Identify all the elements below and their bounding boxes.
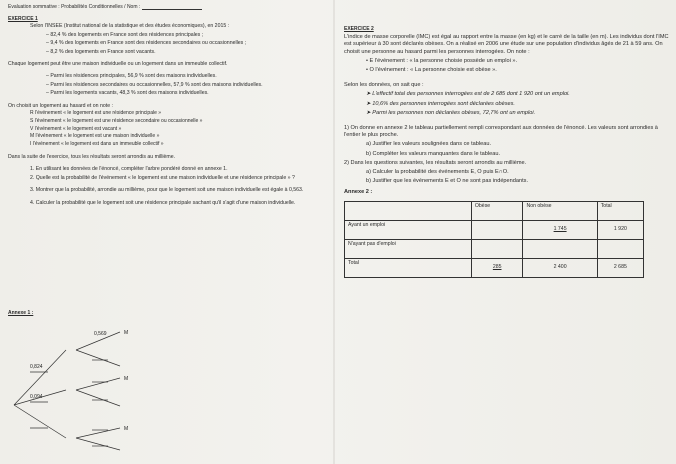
ex2-event: • E l'événement : « la personne choisie possède un emploi ». <box>366 57 518 64</box>
tree-branch <box>14 405 66 438</box>
ex1-question-3: 3. Montrer que la probabilité, arrondie au millième, pour que le logement soit une maison individuelle est égale à 0,563. <box>30 187 304 194</box>
page-fold <box>333 0 335 464</box>
table-row <box>345 258 644 277</box>
table-cell <box>471 239 523 258</box>
ex2-event: • O l'événement : « La personne choisie est obèse ». <box>366 67 497 74</box>
ex1-question-2: 2. Quelle est la probabilité de l'événement « le logement est une maison individuelle et une résidence principale » ? <box>30 174 295 181</box>
ex2-data: ➤ L'effectif total des personnes interrogées est de 2 685 dont 1 920 ont un emploi. <box>366 91 570 98</box>
tree-branch <box>76 350 120 366</box>
table-cell: 1 920 <box>597 220 643 239</box>
table-cell: N'ayant pas d'emploi <box>345 239 472 258</box>
tree-value: 0,569 <box>94 331 107 337</box>
ex2-data: ➤ 10,6% des personnes interrogées sont déclarées obèses. <box>366 100 515 107</box>
ex2-data: ➤ Parmi les personnes non déclarées obèses, 72,7% ont un emploi. <box>366 109 536 116</box>
tree-leaf: M <box>124 330 129 336</box>
exercise-1-title: EXERCICE 1 <box>8 16 38 22</box>
tree-leaf: M <box>124 376 129 382</box>
exercise-1 <box>8 14 326 208</box>
ex1-stat: – 82,4 % des logements en France sont des résidences principales ; <box>46 31 204 38</box>
tree-branch <box>76 378 120 390</box>
table-header-row <box>345 201 644 220</box>
ex1-event: M l'événement « le logement est une maison individuelle » <box>30 133 160 140</box>
table-cell: 285 <box>471 258 523 277</box>
table-cell: 1 745 <box>523 220 597 239</box>
table-header: Non obèse <box>523 201 597 220</box>
table-cell: 2 685 <box>597 258 643 277</box>
table-cell: 2 400 <box>523 258 597 277</box>
annex-1-tree <box>8 310 188 460</box>
table-cell <box>523 239 597 258</box>
header <box>8 4 326 10</box>
tree-branch <box>76 428 120 438</box>
table-header <box>345 201 472 220</box>
ex2-question-1a: a) Justifier les valeurs soulignées dans ce tableau. <box>366 141 491 148</box>
tree-branch <box>76 390 120 406</box>
tree-branch <box>76 438 120 450</box>
ex2-question-1: 1) On donne en annexe 2 le tableau partiellement rempli correspondant aux données de l'énoncé. Les valeurs sont arrondies à l'entier le plus proche. <box>344 125 658 139</box>
exercise-2 <box>344 24 670 278</box>
ex1-fact: – Parmi les résidences secondaires ou occasionnelles, 57,9 % sont des maisons individuelles. <box>46 81 263 88</box>
ex1-rounding: Dans la suite de l'exercice, tous les résultats seront arrondis au millième. <box>8 154 176 161</box>
table-header: Total <box>597 201 643 220</box>
ex2-question-2: 2) Dans les questions suivantes, les résultats seront arrondis au millième. <box>344 159 527 166</box>
ex2-question-2b: b) Justifier que les événements E et O ne sont pas indépendants. <box>366 178 529 185</box>
table-header: Obèse <box>471 201 523 220</box>
ex1-question-4: 4. Calculer la probabilité que le logement soit une résidence principale sachant qu'il s'agit d'une maison individuelle. <box>30 199 296 206</box>
table-cell <box>597 239 643 258</box>
ex1-question-1: 1. En utilisant les données de l'énoncé, compléter l'arbre pondéré donné en annexe 1. <box>30 166 228 173</box>
table-row <box>345 239 644 258</box>
ex1-stat: – 9,4 % des logements en France sont des résidences secondaires ou occasionnelles ; <box>46 40 247 47</box>
ex1-event: R l'événement « le logement est une résidence principale » <box>30 110 162 117</box>
contingency-table <box>344 201 644 278</box>
ex1-random: On choisit un logement au hasard et on note : <box>8 102 113 109</box>
ex1-choice: Chaque logement peut être une maison individuelle ou un logement dans un immeuble collectif. <box>8 61 228 68</box>
name-line <box>142 9 202 10</box>
exercise-2-title: EXERCICE 2 <box>344 26 374 32</box>
ex2-question-2a: a) Calculer la probabilité des événements E, O puis E∩O. <box>366 169 509 176</box>
table-cell <box>471 220 523 239</box>
annex-1-title: Annexe 1 : <box>8 310 34 316</box>
ex2-intro: L'indice de masse corporelle (IMC) est égal au rapport entre la masse (en kg) et le carré de la taille (en m). Les individus dont l'IMC est supérieur à 30 sont déclarés obèses. On a réalisé en 2006 une étude sur une population d'individus âgés de 21 à 59 ans. On choisit une personne au hasard parmi les personnes interrogées. On note : <box>344 34 669 55</box>
table-cell: Ayant un emploi <box>345 220 472 239</box>
probability-tree <box>8 310 188 460</box>
tree-value: 0,094 <box>30 394 43 400</box>
ex1-fact: – Parmi les résidences principales, 56,9 % sont des maisons individuelles. <box>46 73 217 80</box>
ex2-data-intro: Selon les données, on sait que : <box>344 82 424 89</box>
ex1-event: S l'événement « le logement est une résidence secondaire ou occasionnelle » <box>30 117 203 124</box>
header-title: Evaluation sommative : Probabilités Conditionnelles / Nom : <box>8 4 141 10</box>
annex-2-title: Annexe 2 : <box>344 189 373 196</box>
ex1-stat: – 8,2 % des logements en France sont vacants. <box>46 48 156 55</box>
ex1-event: I l'événement « le logement est dans un immeuble collectif » <box>30 141 164 148</box>
table-row <box>345 220 644 239</box>
ex2-question-1b: b) Compléter les valeurs manquantes dans le tableau. <box>366 150 501 157</box>
ex1-event: V l'événement « le logement est vacant » <box>30 125 122 132</box>
ex1-intro: Selon l'INSEE (Institut national de la statistique et des études économiques), en 2015 : <box>30 23 230 30</box>
table-cell: Total <box>345 258 472 277</box>
ex1-fact: – Parmi les logements vacants, 48,3 % sont des maisons individuelles. <box>46 90 209 97</box>
tree-value: 0,824 <box>30 364 43 370</box>
tree-leaf: M <box>124 426 129 432</box>
